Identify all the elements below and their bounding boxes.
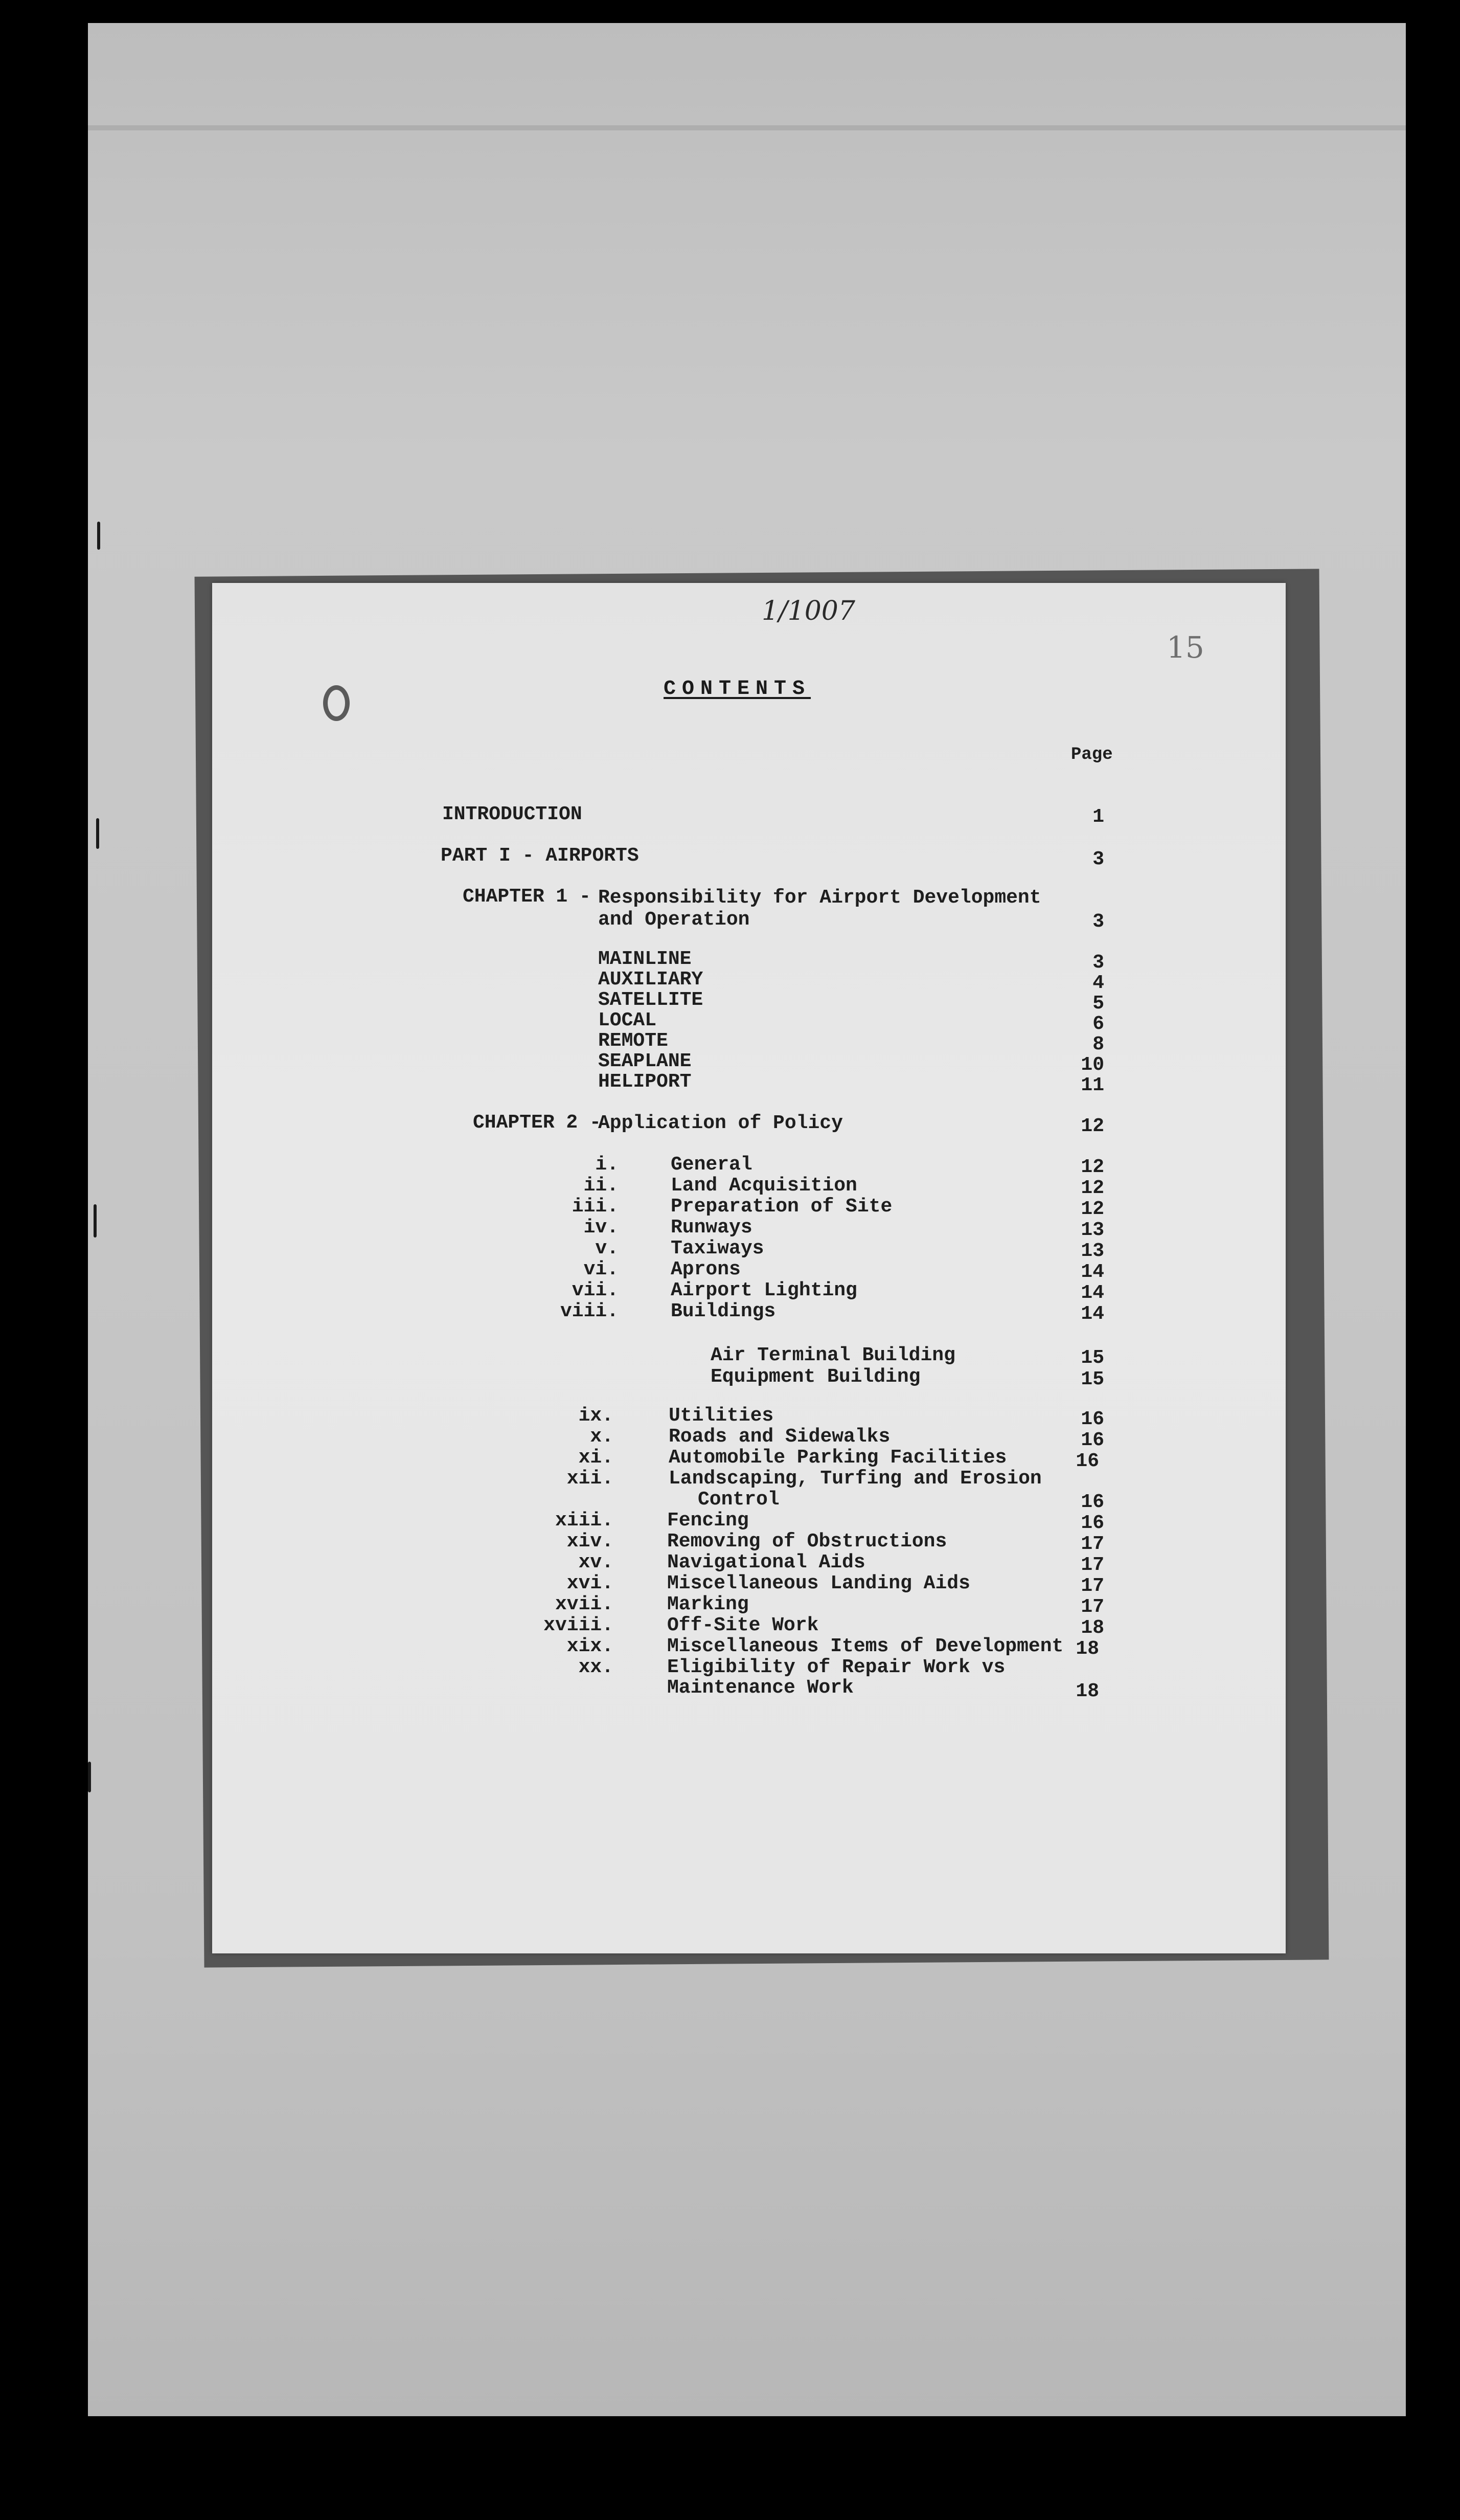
- toc-item-number: xix.: [566, 1635, 613, 1657]
- toc-item-page: 17: [1081, 1554, 1104, 1576]
- toc-item-label-continued: Maintenance Work: [667, 1677, 854, 1699]
- toc-item-number: x.: [590, 1426, 613, 1448]
- margin-mark: [97, 522, 100, 550]
- toc-item-page: 13: [1081, 1219, 1104, 1241]
- toc-item-label: Buildings: [671, 1300, 776, 1322]
- toc-item-page: 12: [1081, 1198, 1104, 1220]
- toc-item-label: Miscellaneous Landing Aids: [667, 1572, 970, 1594]
- chapter-title: Application of Policy: [598, 1112, 843, 1134]
- toc-item-page: 17: [1081, 1533, 1104, 1555]
- toc-item-page: 12: [1081, 1156, 1104, 1178]
- toc-item-label: Landscaping, Turfing and Erosion: [669, 1468, 1042, 1490]
- toc-entry-label: INTRODUCTION: [442, 803, 582, 825]
- toc-item-page: 18: [1076, 1638, 1099, 1660]
- toc-item-page: 12: [1081, 1177, 1104, 1199]
- chapter-heading: CHAPTER 2 -: [473, 1112, 601, 1134]
- toc-item-label: Airport Lighting: [671, 1279, 857, 1301]
- toc-item-page: 18: [1076, 1680, 1099, 1702]
- toc-item-number: vii.: [572, 1279, 619, 1301]
- stamped-page-number: 15: [1167, 630, 1204, 665]
- toc-item-page: 4: [1092, 972, 1104, 994]
- toc-item-label-continued: Control: [698, 1489, 780, 1511]
- toc-item-label: MAINLINE: [598, 948, 692, 970]
- toc-item-label: Marking: [667, 1593, 749, 1615]
- toc-entry-page: 3: [1092, 848, 1104, 870]
- toc-item-number: xv.: [578, 1551, 613, 1573]
- toc-item-page: 18: [1081, 1617, 1104, 1639]
- margin-mark: [88, 1762, 91, 1792]
- toc-item-page: 5: [1092, 993, 1104, 1015]
- toc-item-label: Roads and Sidewalks: [669, 1426, 891, 1448]
- toc-item-number: iii.: [572, 1196, 619, 1218]
- toc-item-label: Taxiways: [671, 1238, 764, 1259]
- toc-entry-page: 12: [1081, 1115, 1104, 1137]
- toc-item-number: xviii.: [543, 1614, 613, 1636]
- toc-item-label: Miscellaneous Items of Development: [667, 1635, 1064, 1657]
- toc-item-page: 13: [1081, 1240, 1104, 1262]
- toc-item-label: AUXILIARY: [598, 969, 703, 991]
- toc-item-page: 8: [1092, 1033, 1104, 1055]
- toc-item-label: SATELLITE: [598, 989, 703, 1011]
- chapter-title: Responsibility for Airport Development: [598, 887, 1041, 909]
- toc-item-page: 3: [1092, 952, 1104, 974]
- toc-item-number: xvi.: [566, 1572, 613, 1594]
- toc-item-page: 16: [1081, 1429, 1104, 1451]
- toc-item-number: xiv.: [566, 1531, 613, 1552]
- toc-item-page: 16: [1081, 1512, 1104, 1534]
- toc-item-page: 16: [1076, 1450, 1099, 1472]
- toc-item-page: 14: [1081, 1303, 1104, 1325]
- toc-item-number: xx.: [578, 1656, 613, 1678]
- margin-mark: [94, 1204, 97, 1238]
- page-column-header: Page: [1071, 745, 1113, 764]
- toc-item-number: ii.: [583, 1175, 619, 1197]
- toc-item-number: xvii.: [555, 1593, 613, 1615]
- toc-item-page: 14: [1081, 1261, 1104, 1283]
- toc-item-number: ix.: [578, 1405, 613, 1427]
- toc-item-number: v.: [595, 1238, 619, 1259]
- toc-item-label: Fencing: [667, 1510, 749, 1532]
- margin-mark: [96, 818, 99, 849]
- toc-item-label: Preparation of Site: [671, 1196, 893, 1218]
- contents-page: [212, 583, 1286, 1953]
- toc-item-label: Automobile Parking Facilities: [669, 1447, 1007, 1469]
- page-title: CONTENTS: [664, 678, 811, 701]
- handwritten-reference: 1/1007: [762, 596, 855, 626]
- toc-item-number: vi.: [583, 1258, 619, 1280]
- toc-item-number: xi.: [578, 1447, 613, 1469]
- toc-item-label: Off-Site Work: [667, 1614, 819, 1636]
- punch-hole-mark: [323, 685, 350, 721]
- toc-item-page: 16: [1081, 1408, 1104, 1430]
- toc-item-label: Eligibility of Repair Work vs: [667, 1656, 1006, 1678]
- toc-subitem-label: Equipment Building: [711, 1366, 921, 1388]
- toc-item-number: viii.: [560, 1300, 619, 1322]
- toc-item-label: Removing of Obstructions: [667, 1531, 947, 1552]
- toc-item-label: Land Acquisition: [671, 1175, 857, 1197]
- toc-item-label: Runways: [671, 1217, 752, 1239]
- toc-item-page: 11: [1081, 1074, 1104, 1096]
- fold-line: [88, 125, 1406, 130]
- toc-entry-page: 3: [1092, 911, 1104, 933]
- toc-entry-page: 1: [1092, 806, 1104, 828]
- toc-item-number: xii.: [566, 1468, 613, 1490]
- toc-item-page: 14: [1081, 1282, 1104, 1304]
- toc-item-number: i.: [595, 1154, 619, 1176]
- toc-item-label: LOCAL: [598, 1009, 657, 1031]
- toc-item-label: General: [671, 1154, 752, 1176]
- toc-item-label: Utilities: [669, 1405, 774, 1427]
- toc-item-label: SEAPLANE: [598, 1050, 692, 1072]
- toc-item-label: REMOTE: [598, 1030, 668, 1052]
- chapter-heading: CHAPTER 1 -: [463, 886, 591, 908]
- toc-item-page: 10: [1081, 1054, 1104, 1076]
- toc-item-number: iv.: [583, 1217, 619, 1239]
- toc-subitem-label: Air Terminal Building: [711, 1344, 955, 1366]
- toc-item-page: 6: [1092, 1013, 1104, 1035]
- toc-item-label: HELIPORT: [598, 1071, 692, 1093]
- toc-item-page: 17: [1081, 1575, 1104, 1597]
- toc-subitem-page: 15: [1081, 1347, 1104, 1369]
- toc-item-label: Navigational Aids: [667, 1551, 865, 1573]
- toc-item-page: 17: [1081, 1596, 1104, 1618]
- toc-item-number: xiii.: [555, 1510, 613, 1532]
- chapter-title: and Operation: [598, 909, 750, 931]
- toc-item-page: 16: [1081, 1491, 1104, 1513]
- toc-subitem-page: 15: [1081, 1368, 1104, 1390]
- toc-entry-label: PART I - AIRPORTS: [441, 845, 639, 867]
- toc-item-label: Aprons: [671, 1258, 741, 1280]
